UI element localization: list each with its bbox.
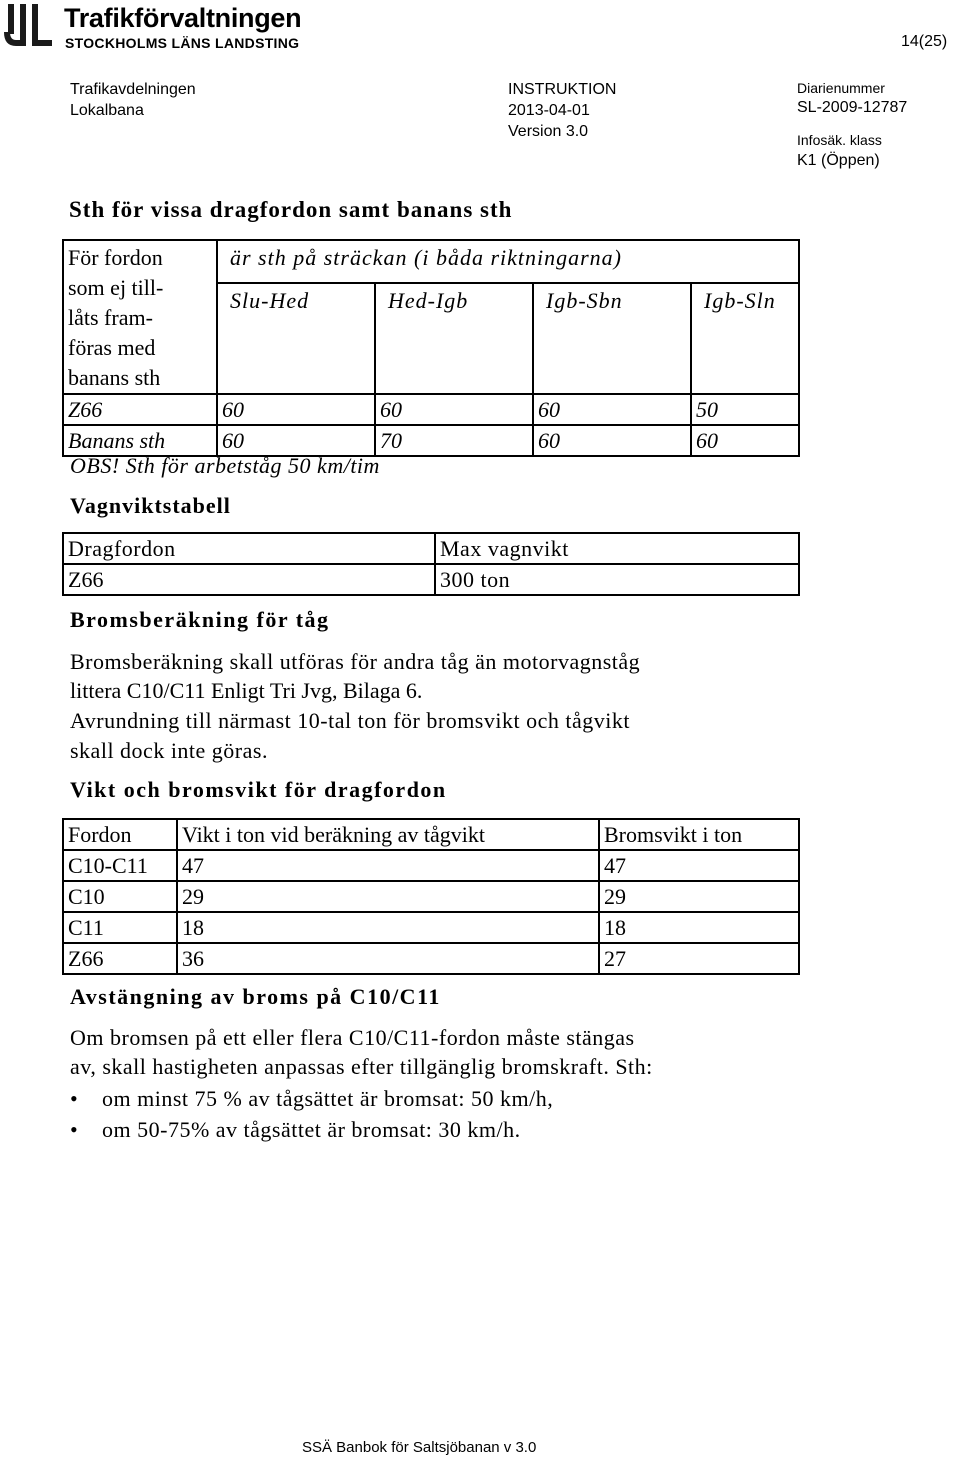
vikt-cell: 18: [599, 912, 799, 943]
bullet-icon: •: [70, 1117, 79, 1142]
sth-cell: 60: [217, 394, 375, 425]
vikt-cell: 47: [599, 850, 799, 881]
avrundning-text: skall dock inte göras.: [70, 738, 268, 763]
vagnvikt-cell: 300 ton: [435, 564, 799, 595]
avrundning-text: Avrundning till närmast 10-tal ton för bromsvikt och tågvikt: [70, 708, 630, 733]
page-number: 14(25): [901, 33, 948, 50]
vikt-table: [62, 818, 800, 975]
vikt-cell: 29: [177, 881, 599, 912]
section-title-bromsberakning: Bromsberäkning för tåg: [70, 607, 330, 632]
vikt-cell: 29: [599, 881, 799, 912]
sth-cell: 60: [533, 394, 691, 425]
vikt-header: Fordon: [63, 819, 177, 850]
logo: [2, 2, 322, 52]
vikt-cell: C10: [63, 881, 177, 912]
sth-corner-label: För fordon som ej till- låts fram- föras med banans sth: [63, 240, 217, 394]
sth-cell: 50: [691, 394, 799, 425]
sth-col-header: Hed-Igb: [375, 283, 533, 394]
sth-cell: 60: [217, 425, 375, 456]
bromsberakning-text: Bromsberäkning skall utföras för andra tåg än motorvagnståg: [70, 649, 641, 674]
vikt-cell: Z66: [63, 943, 177, 974]
diarie-label: Diarienummer: [797, 80, 885, 96]
sth-col-header: Slu-Hed: [217, 283, 375, 394]
sth-cell: 60: [533, 425, 691, 456]
vagnvikt-header: Dragfordon: [63, 533, 435, 564]
sth-table: [62, 239, 800, 457]
footer-text: SSÄ Banbok för Saltsjöbanan v 3.0: [302, 1439, 537, 1456]
avstangning-text: av, skall hastigheten anpassas efter tillgänglig bromskraft. Sth:: [70, 1054, 653, 1079]
doc-type: INSTRUKTION: [508, 81, 617, 98]
vikt-cell: C11: [63, 912, 177, 943]
infosak-label: Infosäk. klass: [797, 132, 882, 148]
vikt-header: Vikt i ton vid beräkning av tågvikt: [177, 819, 599, 850]
vikt-header: Bromsvikt i ton: [599, 819, 799, 850]
infosak-value: K1 (Öppen): [797, 152, 880, 169]
vikt-cell: C10-C11: [63, 850, 177, 881]
dept-unit: Lokalbana: [70, 102, 144, 119]
vikt-cell: 27: [599, 943, 799, 974]
vagnvikt-cell: Z66: [63, 564, 435, 595]
section-title-vagnvikt: Vagnviktstabell: [70, 493, 231, 518]
section-title-vikt: Vikt och bromsvikt för dragfordon: [70, 777, 447, 802]
vikt-cell: 36: [177, 943, 599, 974]
doc-date: 2013-04-01: [508, 102, 590, 119]
section-title-avstangning: Avstängning av broms på C10/C11: [70, 984, 441, 1009]
sth-cell: 70: [375, 425, 533, 456]
bromsberakning-text: littera C10/C11 Enligt Tri Jvg, Bilaga 6.: [70, 678, 423, 703]
vagnvikt-header: Max vagnvikt: [435, 533, 799, 564]
list-item-text: om minst 75 % av tågsättet är bromsat: 50 km/h,: [102, 1086, 554, 1111]
vikt-cell: 47: [177, 850, 599, 881]
sth-cell: 60: [691, 425, 799, 456]
avstangning-list: [70, 1083, 553, 1145]
sth-row-label: Z66: [63, 394, 217, 425]
avstangning-text: Om bromsen på ett eller flera C10/C11-fordon måste stängas: [70, 1025, 635, 1050]
bullet-icon: •: [70, 1086, 79, 1111]
sth-col-header: Igb-Sln: [691, 283, 799, 394]
sth-row-label: Banans sth: [63, 425, 217, 456]
logo-name: Trafikförvaltningen: [64, 3, 302, 33]
vikt-cell: 18: [177, 912, 599, 943]
list-item: [70, 1083, 553, 1114]
section-title-sth: Sth för vissa dragfordon samt banans sth: [69, 197, 513, 222]
dept-name: Trafikavdelningen: [70, 81, 196, 98]
list-item: [70, 1114, 553, 1145]
sth-span-header: är sth på sträckan (i båda riktningarna): [217, 240, 799, 283]
diarie-value: SL-2009-12787: [797, 99, 908, 116]
list-item-text: om 50-75% av tågsättet är bromsat: 30 km/h.: [102, 1117, 521, 1142]
sth-cell: 60: [375, 394, 533, 425]
logo-subtitle: STOCKHOLMS LÄNS LANDSTING: [65, 35, 300, 51]
doc-version: Version 3.0: [508, 123, 589, 140]
sth-col-header: Igb-Sbn: [533, 283, 691, 394]
sth-note: OBS! Sth för arbetståg 50 km/tim: [70, 453, 380, 478]
vagnvikt-table: [62, 532, 800, 596]
logo-mark-icon: [2, 2, 54, 50]
